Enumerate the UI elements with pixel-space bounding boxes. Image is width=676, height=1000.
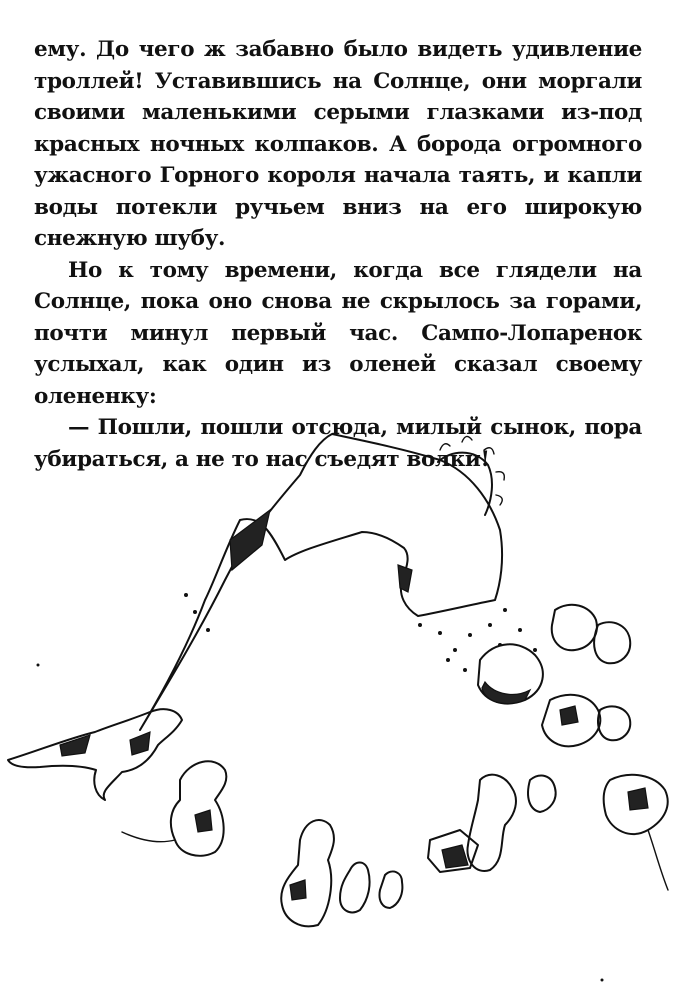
cub-sitting: [171, 761, 227, 856]
wolf-bottom-1: [281, 820, 334, 926]
paragraph-2: Но к тому времени, когда все глядели на Солнце, пока оно снова не скрылось за горами, почти минул первый час. Сампо-Лопаренок услыхал, как один из оленей сказал своему олененку:: [34, 257, 642, 409]
troll-group-2: [594, 622, 630, 663]
troll-group-3: [598, 706, 630, 740]
troll-group-1: [552, 605, 597, 650]
fox-markings-2: [130, 732, 150, 755]
cub-tail: [122, 832, 175, 842]
mountain-outline: [140, 434, 502, 730]
troll-right: [528, 776, 556, 812]
paragraph-3-dialogue: — Пошли, пошли отсюда, милый сынок, пора убираться, а не то нас съедят волки!: [34, 415, 642, 472]
illustration-drawing: [0, 420, 676, 1000]
wolf-bottom-3: [379, 871, 402, 908]
cub-patch: [195, 810, 212, 832]
paragraph-1: ему. До чего ж забавно было видеть удивление троллей! Уставившись на Солнце, они моргали своими маленькими серыми глазками из-под красных ночных колпаков. А борода огромного ужасного Горного короля начала таять, и капли воды потекли ручьем вниз на его широкую снежную шубу.: [34, 37, 642, 251]
wolf-bottom-1-patch: [290, 880, 306, 900]
animal-far-right-patch: [628, 788, 648, 810]
illustration-mountain-animals: [0, 420, 676, 1000]
mountain-shadow-2: [398, 565, 412, 592]
page-text: [34, 34, 642, 475]
stray-dot: [601, 979, 604, 982]
sun-rays: [440, 436, 504, 505]
far-right-tail: [648, 830, 668, 890]
stray-dot: [37, 664, 40, 667]
reindeer-patch: [560, 706, 578, 725]
fox-body: [8, 709, 182, 800]
wolf-bottom-2: [340, 863, 370, 913]
